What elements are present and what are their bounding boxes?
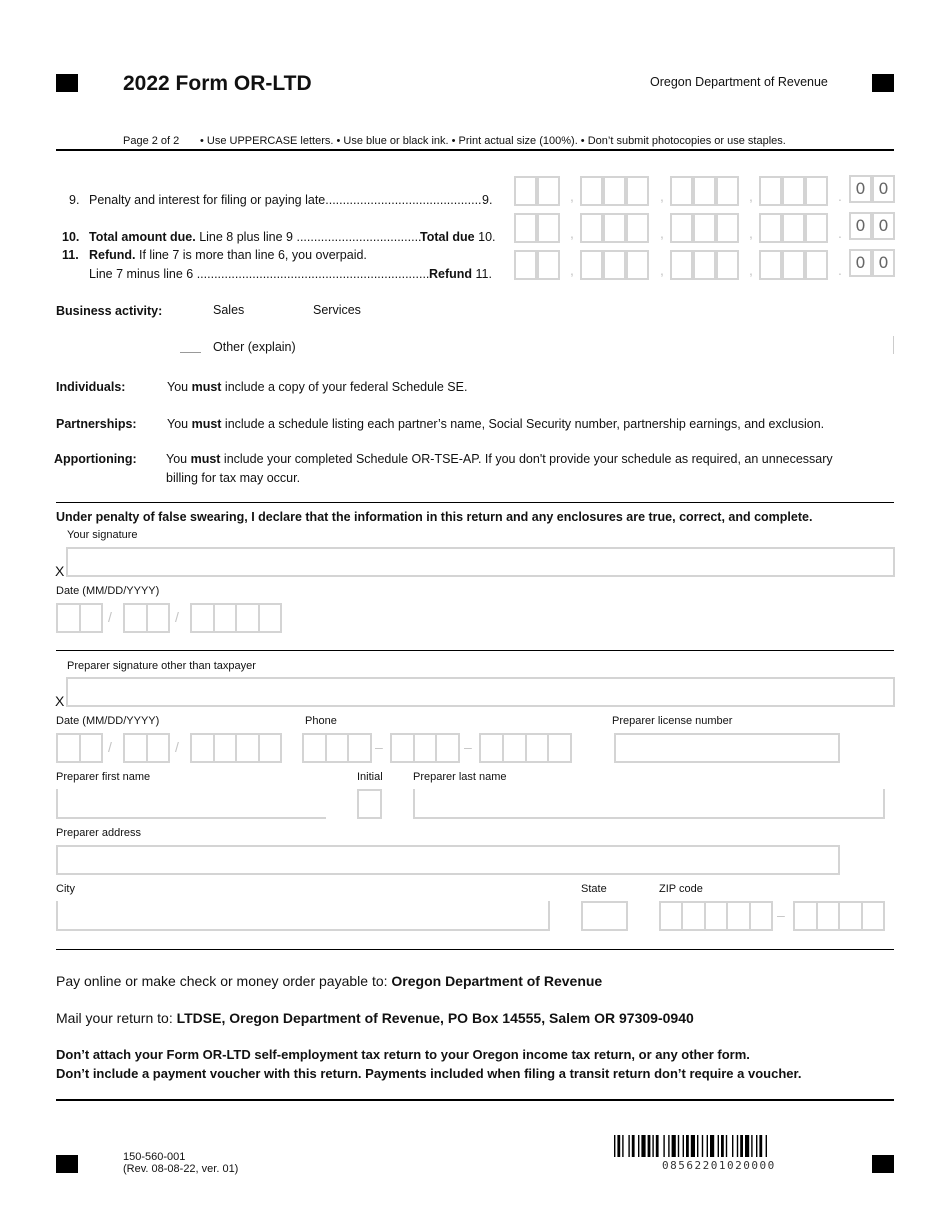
digit-box[interactable] — [514, 213, 537, 243]
digit-box[interactable] — [716, 250, 739, 280]
registration-mark-top-right — [872, 74, 894, 92]
barcode-bar — [751, 1135, 752, 1157]
barcode-number: 08562201020000 — [662, 1159, 776, 1172]
preparer-last-name-field[interactable] — [413, 789, 885, 819]
digit-box[interactable] — [626, 213, 649, 243]
line-9-number: 9. — [69, 193, 80, 207]
warning-2: Don’t include a payment voucher with this return. Payments included when filing a transit return don’t require a voucher. — [56, 1066, 802, 1081]
digit-box[interactable] — [670, 176, 693, 206]
digit-box[interactable] — [670, 250, 693, 280]
preparer-date-slash-1: / — [108, 739, 112, 755]
line-11-label: Refund. If line 7 is more than line 6, you overpaid. — [89, 248, 367, 262]
barcode-bar — [663, 1135, 664, 1157]
digit-separator: , — [660, 225, 664, 241]
business-activity-label: Business activity: — [56, 304, 163, 318]
zip-code-5[interactable] — [659, 901, 773, 931]
cents-box: 0 — [872, 212, 895, 240]
barcode-bar — [638, 1135, 639, 1157]
digit-separator: . — [838, 262, 842, 278]
digit-box[interactable] — [759, 250, 782, 280]
digit-separator: , — [749, 262, 753, 278]
barcode-bar — [632, 1135, 635, 1157]
apportioning-label: Apportioning: — [54, 452, 137, 466]
warning-1: Don’t attach your Form OR-LTD self-employment tax return to your Oregon income tax return, or any other form. — [56, 1047, 750, 1062]
barcode-bar — [678, 1135, 679, 1157]
preparer-date-slash-2: / — [175, 739, 179, 755]
digit-box[interactable] — [805, 176, 828, 206]
barcode — [614, 1135, 826, 1157]
business-option-sales[interactable]: Sales — [213, 303, 245, 317]
digit-box[interactable] — [693, 176, 716, 206]
digit-box[interactable] — [716, 176, 739, 206]
digit-separator: , — [660, 262, 664, 278]
barcode-bar — [737, 1135, 738, 1157]
barcode-bar — [686, 1135, 689, 1157]
barcode-bar — [756, 1135, 757, 1157]
payment-instructions: Pay online or make check or money order payable to: Oregon Department of Revenue — [56, 973, 603, 989]
signature-date-month[interactable] — [56, 603, 103, 633]
signature-date-day[interactable] — [123, 603, 170, 633]
cents-box: 0 — [872, 249, 895, 277]
line-11-number: 11. — [62, 248, 79, 262]
address-label: Preparer address — [56, 827, 141, 839]
barcode-bar — [718, 1135, 719, 1157]
city-label: City — [56, 883, 75, 895]
barcode-bar — [656, 1135, 659, 1157]
barcode-bar — [710, 1135, 714, 1157]
digit-separator: , — [660, 188, 664, 204]
agency-name: Oregon Department of Revenue — [650, 75, 828, 89]
first-name-label: Preparer first name — [56, 771, 151, 783]
signature-date-year[interactable] — [190, 603, 282, 633]
zip-dash: – — [777, 907, 785, 923]
initial-label: Initial — [357, 771, 383, 783]
barcode-bar — [766, 1135, 767, 1157]
barcode-bar — [672, 1135, 676, 1157]
digit-box[interactable] — [782, 176, 805, 206]
preparer-city-field[interactable] — [56, 901, 550, 931]
preparer-date-day[interactable] — [123, 733, 170, 763]
line-9-ref: 9. — [482, 193, 493, 207]
phone-label: Phone — [305, 715, 337, 727]
registration-mark-bottom-left — [56, 1155, 78, 1173]
license-label: Preparer license number — [612, 715, 733, 727]
digit-box[interactable] — [626, 176, 649, 206]
line-10-ref: Total due 10. — [420, 230, 496, 244]
barcode-bar — [726, 1135, 727, 1157]
business-option-services[interactable]: Services — [313, 303, 361, 317]
digit-separator: , — [570, 188, 574, 204]
digit-box[interactable] — [603, 250, 626, 280]
digit-box[interactable] — [580, 176, 603, 206]
digit-box[interactable] — [805, 250, 828, 280]
business-option-other[interactable]: Other (explain) — [213, 340, 296, 354]
digit-box[interactable] — [603, 213, 626, 243]
digit-box[interactable] — [580, 250, 603, 280]
cents-box: 0 — [872, 175, 895, 203]
phone-dash-1: – — [375, 739, 383, 755]
footer-rule — [56, 1099, 894, 1101]
partnerships-label: Partnerships: — [56, 417, 137, 431]
barcode-bar — [732, 1135, 733, 1157]
digit-box[interactable] — [537, 176, 560, 206]
form-title: 2022 Form OR-LTD — [123, 72, 312, 95]
registration-mark-bottom-right — [872, 1155, 894, 1173]
barcode-bar — [683, 1135, 684, 1157]
date-slash-1: / — [108, 609, 112, 625]
digit-separator: , — [570, 262, 574, 278]
phone-dash-2: – — [464, 739, 472, 755]
apportioning-note: You must include your completed Schedule OR-TSE-AP. If you don't provide your schedule as required, an unnecessary — [166, 452, 833, 466]
other-explain-field[interactable] — [893, 336, 894, 354]
preparer-state-field[interactable] — [581, 901, 628, 931]
barcode-bar — [759, 1135, 762, 1157]
form-number: 150-560-001 — [123, 1151, 186, 1163]
digit-box[interactable] — [580, 213, 603, 243]
digit-separator: . — [838, 225, 842, 241]
line-11-label-2: Line 7 minus line 6 ................................................................... — [89, 267, 430, 281]
print-instructions: • Use UPPERCASE letters. • Use blue or black ink. • Print actual size (100%). • Don’t submit photocopies or use staples. — [200, 135, 786, 147]
date-label: Date (MM/DD/YYYY) — [56, 585, 160, 597]
barcode-bar — [697, 1135, 698, 1157]
digit-box[interactable] — [626, 250, 649, 280]
cents-box: 0 — [849, 175, 872, 203]
line-11-ref: Refund 11. — [429, 267, 492, 281]
date-slash-2: / — [175, 609, 179, 625]
zip-code-4[interactable] — [793, 901, 885, 931]
barcode-bar — [668, 1135, 669, 1157]
digit-box[interactable] — [514, 176, 537, 206]
zip-label: ZIP code — [659, 883, 703, 895]
preparer-signature-field[interactable] — [66, 677, 895, 707]
barcode-bar — [652, 1135, 653, 1157]
digit-box[interactable] — [782, 213, 805, 243]
barcode-bar — [641, 1135, 645, 1157]
preparer-license-field[interactable] — [614, 733, 840, 763]
digit-box[interactable] — [603, 176, 626, 206]
digit-box[interactable] — [693, 213, 716, 243]
notes-rule — [56, 502, 894, 503]
declaration: Under penalty of false swearing, I declare that the information in this return and any enclosures are true, correct, and complete. — [56, 510, 813, 524]
page-info: Page 2 of 2 — [123, 135, 180, 147]
state-label: State — [581, 883, 607, 895]
digit-box[interactable] — [759, 176, 782, 206]
last-name-label: Preparer last name — [413, 771, 507, 783]
preparer-first-name-field[interactable] — [56, 789, 326, 819]
line-10-number: 10. — [62, 230, 80, 244]
digit-box[interactable] — [782, 250, 805, 280]
individuals-note: You must include a copy of your federal Schedule SE. — [167, 380, 468, 394]
barcode-bar — [740, 1135, 743, 1157]
barcode-bar — [617, 1135, 620, 1157]
cents-box: 0 — [849, 249, 872, 277]
phone-line[interactable] — [479, 733, 572, 763]
preparer-rule — [56, 650, 894, 651]
preparer-initial-field[interactable] — [357, 789, 382, 819]
digit-box[interactable] — [693, 250, 716, 280]
barcode-bar — [648, 1135, 651, 1157]
partnerships-note: You must include a schedule listing each partner’s name, Social Security number, partnership earnings, and exclusion. — [167, 417, 825, 431]
barcode-bar — [622, 1135, 623, 1157]
signature-rule — [56, 949, 894, 950]
preparer-signature-x: X — [55, 693, 65, 709]
digit-box[interactable] — [670, 213, 693, 243]
signature-x: X — [55, 563, 65, 579]
preparer-address-field[interactable] — [56, 845, 840, 875]
apportioning-note-2: billing for tax may occur. — [166, 471, 301, 485]
barcode-bar — [721, 1135, 724, 1157]
barcode-bar — [691, 1135, 695, 1157]
your-signature-field[interactable] — [66, 547, 895, 577]
digit-separator: , — [749, 225, 753, 241]
digit-separator: , — [749, 188, 753, 204]
digit-box[interactable] — [514, 250, 537, 280]
cents-box: 0 — [849, 212, 872, 240]
barcode-bar — [745, 1135, 749, 1157]
preparer-date-label: Date (MM/DD/YYYY) — [56, 715, 160, 727]
line-9-label: Penalty and interest for filing or paying late............................................. — [89, 193, 482, 207]
registration-mark-top-left — [56, 74, 78, 92]
barcode-bar — [628, 1135, 629, 1157]
digit-box[interactable] — [537, 213, 560, 243]
barcode-bar — [702, 1135, 703, 1157]
phone-prefix[interactable] — [390, 733, 460, 763]
form-revision: (Rev. 08-08-22, ver. 01) — [123, 1163, 239, 1175]
digit-separator: , — [570, 225, 574, 241]
digit-box[interactable] — [805, 213, 828, 243]
preparer-date-month[interactable] — [56, 733, 103, 763]
mailing-instructions: Mail your return to: LTDSE, Oregon Department of Revenue, PO Box 14555, Salem OR 97309-0940 — [56, 1010, 694, 1026]
phone-area-code[interactable] — [302, 733, 372, 763]
your-signature-label: Your signature — [67, 529, 138, 541]
individuals-label: Individuals: — [56, 380, 126, 394]
digit-box[interactable] — [537, 250, 560, 280]
digit-box[interactable] — [759, 213, 782, 243]
header-rule — [56, 149, 894, 151]
digit-box[interactable] — [716, 213, 739, 243]
barcode-bar — [614, 1135, 615, 1157]
other-checkbox-line[interactable] — [180, 352, 201, 353]
digit-separator: . — [838, 188, 842, 204]
preparer-date-year[interactable] — [190, 733, 282, 763]
preparer-signature-label: Preparer signature other than taxpayer — [67, 660, 256, 672]
line-10-label: Total amount due. Line 8 plus line 9 .................................... — [89, 230, 422, 244]
barcode-bar — [707, 1135, 708, 1157]
